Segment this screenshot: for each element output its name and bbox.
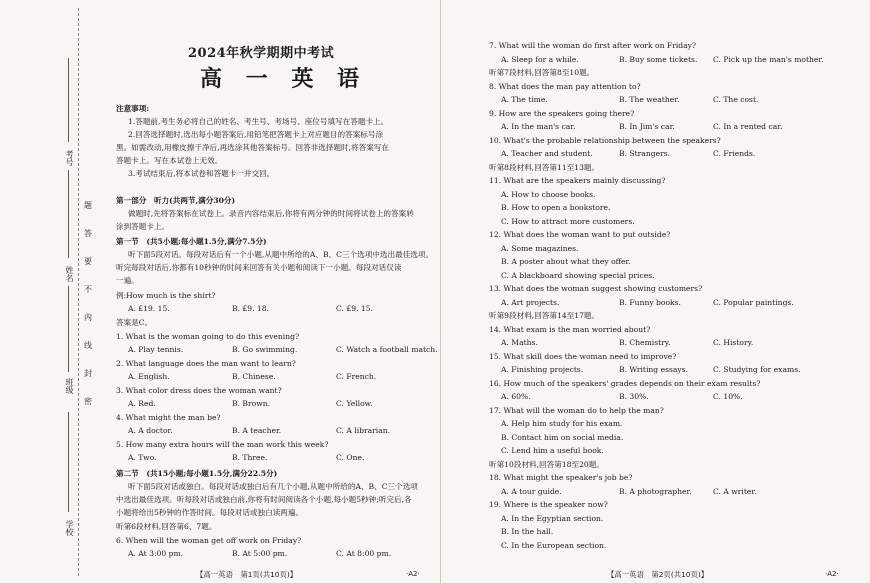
question: 18. What might the speaker's job be? [489,473,633,482]
option-c: C. A writer. [713,486,757,496]
option-a: A. In the man's car. [501,122,576,131]
material-note: 听第7段材料,回答第8至10题。 [489,68,595,77]
question: 6. When will the woman get off work on Friday? [116,536,302,545]
option-a: A. A tour guide. [501,486,562,496]
option-c: C. At 8:00 pm. [336,549,392,558]
note-line: 3.考试结束后,将本试卷和答题卡一并交回。 [128,169,275,178]
option-c: C. Popular paintings. [713,297,794,307]
school-label: 学校 [65,520,74,536]
right-page [440,0,870,583]
option-b: B. Chinese. [232,372,276,381]
option-c: C. Yellow. [336,399,373,408]
example-answer: 答案是C。 [116,318,153,327]
question: 2. What language does the man want to learn? [116,359,296,368]
part1-intro-line: 做题时,先将答案标在试卷上。录音内容结束后,你将有两分钟的时间将试卷上的答案转 [128,209,414,218]
exam-title: 2024年秋学期期中考试 [188,46,335,61]
option: B. How to open a bookstore. [501,203,611,212]
option: C. Lend him a useful book. [501,446,604,455]
part1-heading: 第一部分 听力(共两节,满分30分) [116,196,236,205]
class-blank [68,286,69,372]
option-c: C. History. [713,338,754,347]
section2-intro-line: 小题将给出5秒钟的作答时间。每段对话或独白读两遍。 [116,508,304,517]
option-c: C. A librarian. [336,426,391,435]
page-code: ·A2· [825,570,839,578]
seal-char: 题 [84,201,92,210]
option-a: A. Red. [128,399,156,408]
section1-heading: 第一节 (共5小题;每小题1.5分,满分7.5分) [116,237,267,246]
option-a: A. The time. [501,95,548,104]
material-note: 听第6段材料,回答第6、7题。 [116,522,217,531]
material-note: 听第8段材料,回答第11至13题。 [489,162,600,172]
question: 8. What does the man pay attention to? [489,81,641,91]
option-a: A. Maths. [501,338,538,347]
material-note: 听第9段材料,回答第14至17题。 [489,311,600,320]
example-option-c: C. £9. 15. [336,304,373,313]
section2-intro-line: 中选出最佳选项。听每段对话或独白前,你将有时间阅读各个小题,每小题5秒钟;听完后,各 [116,495,412,504]
question: 11. What are the speakers mainly discussing? [489,176,666,185]
option-c: C. French. [336,372,377,381]
option: A. In the Egyptian section. [501,513,604,523]
option-c: C. In a rented car. [713,122,783,131]
subject-title: 高 一 英 语 [200,66,367,92]
option-b: B. At 5:00 pm. [232,549,288,558]
question: 19. Where is the speaker now? [489,500,608,509]
seal-line [78,8,79,576]
option-b: B. Buy some tickets. [619,54,698,64]
option: A. Help him study for his exam. [501,419,623,428]
option: B. In the hall. [501,527,554,536]
option-b: B. 30%. [619,392,649,401]
note-line: 答题卡上。写在本试卷上无效。 [116,156,223,165]
question: 12. What does the woman want to put outside? [489,230,671,239]
section1-intro-line: 听下面5段对话。每段对话后有一个小题,从题中所给的A、B、C三个选项中选出最佳选项。 [128,250,434,259]
section1-intro-line: 听完每段对话后,你都有10秒钟的时间来回答有关小题和阅读下一小题。每段对话仅读 [116,263,402,272]
option-b: B. A photographer. [619,486,692,496]
exam-no-label: 考号 [65,150,74,166]
option-a: A. 60%. [501,392,531,401]
question: 3. What color dress does the woman want? [116,386,282,395]
page-code: ·A2· [406,570,420,578]
part1-intro-line: 涂到答题卡上。 [116,222,170,231]
binding-strip [0,0,100,583]
option-c: C. Friends. [713,149,756,158]
option-b: B. The weather. [619,95,680,104]
option-a: A. Finishing projects. [501,365,584,374]
seal-char: 密 [84,397,92,406]
section2-intro-line: 听下面5段对话或独白。每段对话或独白后有几个小题,从题中所给的A、B、C三个选项 [128,482,418,491]
option-c: C. Studying for exams. [713,365,801,374]
seal-char: 不 [84,285,92,294]
option-b: B. A teacher. [232,426,282,435]
option-b: B. Three. [232,453,268,462]
question: 9. How are the speakers going there? [489,108,635,118]
option: B. A poster about what they offer. [501,257,631,266]
section2-heading: 第二节 (共15小题;每小题1.5分,满分22.5分) [116,469,278,478]
seal-char: 内 [84,313,92,322]
option-a: A. Teacher and student. [501,149,593,158]
name-blank [68,170,69,258]
option-a: A. A doctor. [128,426,173,435]
note-line: 黑。如需改动,用橡皮擦干净后,再选涂其他答案标号。回答非选择题时,将答案写在 [116,143,390,152]
school-blank [68,412,69,512]
question: 7. What will the woman do first after work on Friday? [489,41,697,50]
section1-intro-line: 一遍。 [116,276,139,285]
page-footer: 【高一英语 第1页(共10页)】 [196,570,298,579]
option-b: B. Strangers. [619,149,671,158]
example-question: 例:How much is the shirt? [116,291,216,300]
notes-heading: 注意事项: [116,104,150,113]
question: 5. How many extra hours will the man work this week? [116,440,329,449]
option-a: A. Art projects. [501,297,560,307]
option: C. How to attract more customers. [501,216,635,226]
seal-char: 要 [84,257,92,266]
page-footer: 【高一英语 第2页(共10页)】 [607,570,709,579]
option: A. Some magazines. [501,243,579,253]
option-c: C. The cost. [713,95,759,104]
option-b: B. In Jim's car. [619,122,675,131]
option-b: B. Brown. [232,399,270,408]
option-a: A. Two. [128,453,157,462]
option: B. Contact him on social media. [501,432,624,442]
seal-char: 答 [84,229,92,238]
option-b: B. Writing essays. [619,365,688,374]
option: A. How to choose books. [501,189,596,199]
option-c: C. Watch a football match. [336,345,438,354]
question: 13. What does the woman suggest showing customers? [489,284,703,293]
question: 4. What might the man be? [116,413,221,422]
note-line: 2.回答选择题时,选出每小题答案后,用铅笔把答题卡上对应题目的答案标号涂 [128,130,384,139]
question: 1. What is the woman going to do this evening? [116,332,300,341]
question: 17. What will the woman do to help the man? [489,405,664,415]
option-a: A. English. [128,372,170,381]
example-option-a: A. £19. 15. [128,304,170,313]
exam-no-blank [68,58,69,142]
option-b: B. Chemistry. [619,338,671,347]
option-b: B. Funny books. [619,297,681,307]
question: 15. What skill does the woman need to improve? [489,351,677,361]
class-label: 班级 [65,378,74,394]
option-b: B. Go swimming. [232,345,298,354]
option: C. A blackboard showing special prices. [501,270,655,280]
example-option-b: B. £9. 18. [232,304,269,313]
question: 14. What exam is the man worried about? [489,324,651,334]
note-line: 1.答题前,考生务必将自己的姓名、考生号、考场号、座位号填写在答题卡上。 [128,117,389,126]
name-label: 姓名 [65,266,74,282]
material-note: 听第10段材料,回答第18至20题。 [489,459,604,469]
option-c: C. 10%. [713,392,743,401]
option-a: A. At 3:00 pm. [128,549,184,558]
option-c: C. Pick up the man's mother. [713,54,824,64]
option-a: A. Play tennis. [128,345,184,354]
option: C. In the European section. [501,540,607,550]
question: 10. What's the probable relationship between the speakers? [489,135,721,145]
seal-char: 线 [84,341,92,350]
option-c: C. One. [336,453,365,462]
seal-char: 封 [84,369,92,378]
question: 16. How much of the speakers' grades depends on their exam results? [489,378,761,388]
option-a: A. Sleep for a while. [501,54,579,64]
